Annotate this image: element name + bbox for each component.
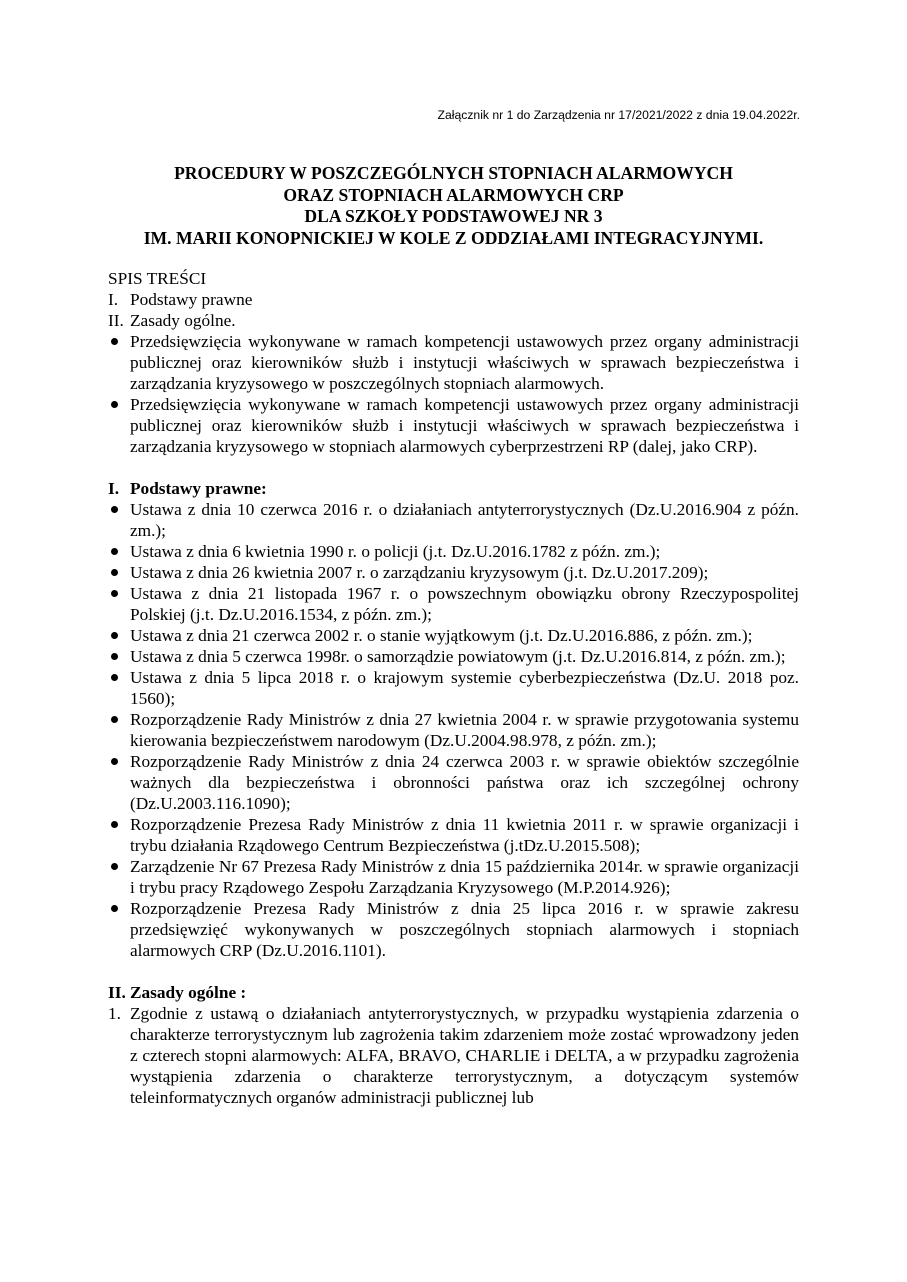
bullet-icon xyxy=(108,814,130,856)
section-title: Podstawy prawne: xyxy=(130,479,267,498)
bullet-icon xyxy=(108,394,130,457)
toc-marker: II. xyxy=(108,311,124,330)
bullet-icon xyxy=(108,499,130,541)
title-line: IM. MARII KONOPNICKIEJ W KOLE Z ODDZIAŁAMI INTEGRACYJNYMI. xyxy=(143,227,764,248)
section-marker: I. xyxy=(108,479,120,498)
toc-text: Podstawy prawne xyxy=(130,290,253,309)
title-line: DLA SZKOŁY PODSTAWOWEJ NR 3 xyxy=(304,206,603,226)
bullet-icon xyxy=(108,709,130,751)
legal-basis-text: Rozporządzenie Prezesa Rady Ministrów z dnia 25 lipca 2016 r. w sprawie zakresu przedsięwzięć wykonywanych w poszczególnych stopniach alarmowych i stopniach alarmowych CRP (Dz.U.2016.1101). xyxy=(130,899,799,960)
rule-number: 1. xyxy=(108,1004,121,1023)
bullet-icon xyxy=(108,562,130,583)
bullet-icon xyxy=(108,331,130,394)
bullet-icon xyxy=(108,583,130,625)
document-body xyxy=(108,268,799,1108)
toc-bullet-text: Przedsięwzięcia wykonywane w ramach kompetencji ustawowych przez organy administracji publicznej oraz kierowników służb i instytucji właściwych w sprawach bezpieczeństwa i zarządzania kryzysowego w stopniach alarmowych cyberprzestrzeni RP (dalej, jako CRP). xyxy=(130,395,799,456)
legal-basis-text: Ustawa z dnia 21 czerwca 2002 r. o stanie wyjątkowym (j.t. Dz.U.2016.886, z późn. zm.); xyxy=(130,626,753,645)
legal-basis-text: Ustawa z dnia 10 czerwca 2016 r. o działaniach antyterrorystycznych (Dz.U.2016.904 z późn. zm.); xyxy=(130,500,799,540)
toc-marker: I. xyxy=(108,290,119,309)
legal-basis-text: Ustawa z dnia 26 kwietnia 2007 r. o zarządzaniu kryzysowym (j.t. Dz.U.2017.209); xyxy=(130,563,709,582)
bullet-icon xyxy=(108,541,130,562)
legal-basis-text: Ustawa z dnia 6 kwietnia 1990 r. o policji (j.t. Dz.U.2016.1782 z późn. zm.); xyxy=(130,542,661,561)
bullet-icon xyxy=(108,625,130,646)
toc-heading: SPIS TREŚCI xyxy=(108,269,207,288)
legal-basis-text: Ustawa z dnia 5 lipca 2018 r. o krajowym systemie cyberbezpieczeństwa (Dz.U. 2018 poz. 1560); xyxy=(130,668,799,708)
legal-basis-item xyxy=(108,667,799,709)
toc-item xyxy=(108,289,799,310)
legal-basis-item xyxy=(108,646,799,667)
toc-bullet-item xyxy=(108,394,799,457)
toc-item xyxy=(108,310,799,331)
annex-note: Załącznik nr 1 do Zarządzenia nr 17/2021/2022 z dnia 19.04.2022r. xyxy=(437,108,800,122)
legal-basis-item xyxy=(108,898,799,961)
section-heading xyxy=(108,982,799,1003)
bullet-icon xyxy=(108,751,130,814)
toc-bullet-text: Przedsięwzięcia wykonywane w ramach kompetencji ustawowych przez organy administracji publicznej oraz kierowników służb i instytucji właściwych w sprawach bezpieczeństwa i zarządzania kryzysowego w poszczególnych stopniach alarmowych. xyxy=(130,332,799,393)
legal-basis-text: Rozporządzenie Prezesa Rady Ministrów z dnia 11 kwietnia 2011 r. w sprawie organizacji i trybu działania Rządowego Centrum Bezpieczeństwa (j.tDz.U.2015.508); xyxy=(130,815,799,855)
bullet-icon xyxy=(108,898,130,961)
general-rule-text: Zgodnie z ustawą o działaniach antyterrorystycznych, w przypadku wystąpienia zdarzenia o charakterze terrorystycznym lub zagrożenia takim zdarzeniem może zostać wprowadzony jeden z czterech stopni alarmowych: ALFA, BRAVO, CHARLIE i DELTA, a w przypadku zagrożenia wystąpienia zdarzenia o charakterze terrorystycznym, a dotyczącym systemów teleinformatycznych organów administracji publicznej lub xyxy=(130,1004,799,1107)
legal-basis-list xyxy=(108,499,799,961)
section-heading xyxy=(108,478,799,499)
legal-basis-item xyxy=(108,625,799,646)
legal-basis-text: Zarządzenie Nr 67 Prezesa Rady Ministrów z dnia 15 października 2014r. w sprawie organizacji i trybu pracy Rządowego Zespołu Zarządzania Kryzysowego (M.P.2014.926); xyxy=(130,857,799,897)
legal-basis-item xyxy=(108,814,799,856)
bullet-icon xyxy=(108,856,130,898)
toc-bullet-item xyxy=(108,331,799,394)
bullet-icon xyxy=(108,667,130,709)
legal-basis-item xyxy=(108,499,799,541)
legal-basis-text: Rozporządzenie Rady Ministrów z dnia 27 kwietnia 2004 r. w sprawie przygotowania systemu kierowania bezpieczeństwem narodowym (Dz.U.2004.98.978, z późn. zm.); xyxy=(130,710,799,750)
legal-basis-text: Rozporządzenie Rady Ministrów z dnia 24 czerwca 2003 r. w sprawie obiektów szczególnie ważnych dla bezpieczeństwa i obronności państwa oraz ich szczególnej ochrony (Dz.U.2003.116.1090); xyxy=(130,752,799,813)
legal-basis-item xyxy=(108,709,799,751)
title-line: PROCEDURY W POSZCZEGÓLNYCH STOPNIACH ALARMOWYCH xyxy=(174,163,733,183)
legal-basis-item xyxy=(108,583,799,625)
bullet-icon xyxy=(108,646,130,667)
legal-basis-text: Ustawa z dnia 21 listopada 1967 r. o powszechnym obowiązku obrony Rzeczypospolitej Polskiej (j.t. Dz.U.2016.1534, z późn. zm.); xyxy=(130,584,799,624)
general-rules-list xyxy=(108,1003,799,1108)
title-line: ORAZ STOPNIACH ALARMOWYCH CRP xyxy=(283,184,624,205)
toc-text: Zasady ogólne. xyxy=(130,311,236,330)
legal-basis-text: Ustawa z dnia 5 czerwca 1998r. o samorządzie powiatowym (j.t. Dz.U.2016.814, z późn. zm.); xyxy=(130,647,786,666)
document-title xyxy=(108,163,799,249)
legal-basis-item xyxy=(108,562,799,583)
legal-basis-item xyxy=(108,541,799,562)
section-title: Zasady ogólne : xyxy=(130,983,247,1002)
section-marker: II. xyxy=(108,983,126,1002)
general-rule-item xyxy=(108,1003,799,1108)
legal-basis-item xyxy=(108,856,799,898)
legal-basis-item xyxy=(108,751,799,814)
